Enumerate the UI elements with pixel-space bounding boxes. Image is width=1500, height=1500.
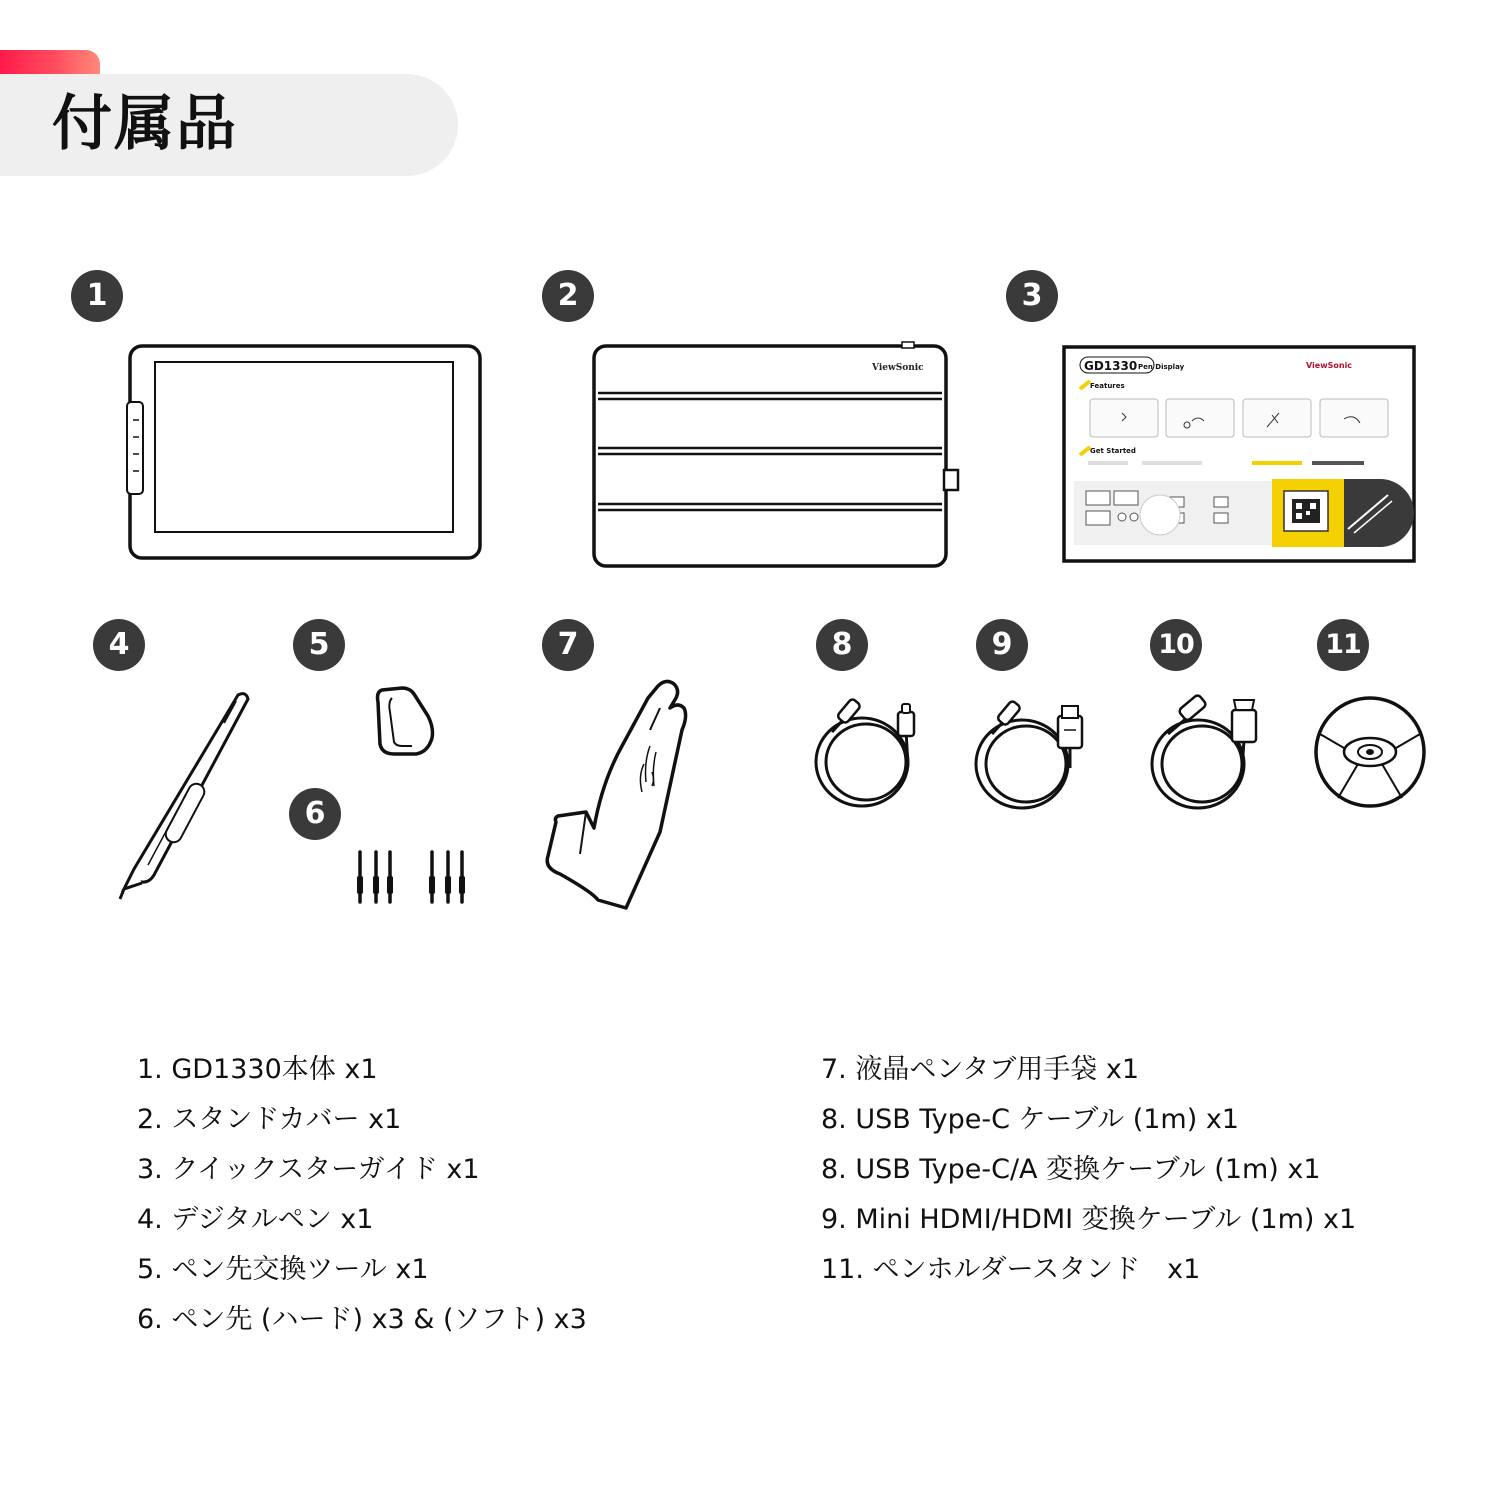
- page-title: 付属品: [52, 89, 238, 159]
- badge-1: 1: [71, 270, 123, 322]
- badge-7: 7: [542, 619, 594, 671]
- list-item: 4. デジタルペン x1: [137, 1204, 374, 1235]
- stand-cover-illustration: [586, 338, 964, 574]
- pen-display-tablet-illustration: [122, 340, 488, 566]
- list-item: 5. ペン先交換ツール x1: [137, 1254, 429, 1285]
- guide-get-started-heading: Get Started: [1090, 447, 1136, 455]
- digital-pen-illustration: [108, 685, 258, 915]
- badge-11: 11: [1317, 619, 1369, 671]
- badge-9: 9: [976, 619, 1028, 671]
- badge-10: 10: [1150, 619, 1202, 671]
- list-item: 3. クイックスターガイド x1: [137, 1154, 480, 1185]
- pen-holder-stand-illustration: [1310, 694, 1432, 812]
- list-item: 11. ペンホルダースタンド x1: [821, 1254, 1201, 1285]
- header-accent-bar: [0, 50, 100, 74]
- quick-start-guide-illustration: [1062, 345, 1418, 565]
- badge-5: 5: [293, 619, 345, 671]
- nib-remover-tool-illustration: [368, 682, 440, 762]
- badge-4: 4: [93, 619, 145, 671]
- usb-c-to-a-cable-illustration: [972, 690, 1096, 816]
- list-item: 8. USB Type-C/A 変換ケーブル (1m) x1: [821, 1154, 1321, 1185]
- list-item: 7. 液晶ペンタブ用手袋 x1: [821, 1054, 1140, 1085]
- mini-hdmi-to-hdmi-cable-illustration: [1146, 690, 1270, 816]
- list-item: 2. スタンドカバー x1: [137, 1104, 402, 1135]
- guide-features-heading: Features: [1090, 382, 1125, 390]
- list-item: 8. USB Type-C ケーブル (1m) x1: [821, 1104, 1239, 1135]
- badge-3: 3: [1006, 270, 1058, 322]
- badge-6: 6: [289, 788, 341, 840]
- guide-brand-label: ViewSonic: [1306, 361, 1353, 370]
- badge-2: 2: [542, 270, 594, 322]
- list-item: 9. Mini HDMI/HDMI 変換ケーブル (1m) x1: [821, 1204, 1357, 1235]
- badge-8: 8: [816, 619, 868, 671]
- accessory-list-left: [137, 1048, 587, 1348]
- cover-brand-logo: ViewSonic: [872, 363, 924, 373]
- list-item: 6. ペン先 (ハード) x3 & (ソフト) x3: [137, 1304, 587, 1335]
- replacement-nibs-illustration: [348, 846, 472, 910]
- usb-c-cable-illustration: [812, 690, 930, 814]
- guide-model-label: GD1330: [1084, 359, 1138, 373]
- list-item: 1. GD1330本体 x1: [137, 1054, 378, 1085]
- accessory-list-right: [821, 1048, 1356, 1298]
- guide-subtitle: Pen Display: [1138, 363, 1185, 371]
- drawing-glove-illustration: [540, 672, 700, 918]
